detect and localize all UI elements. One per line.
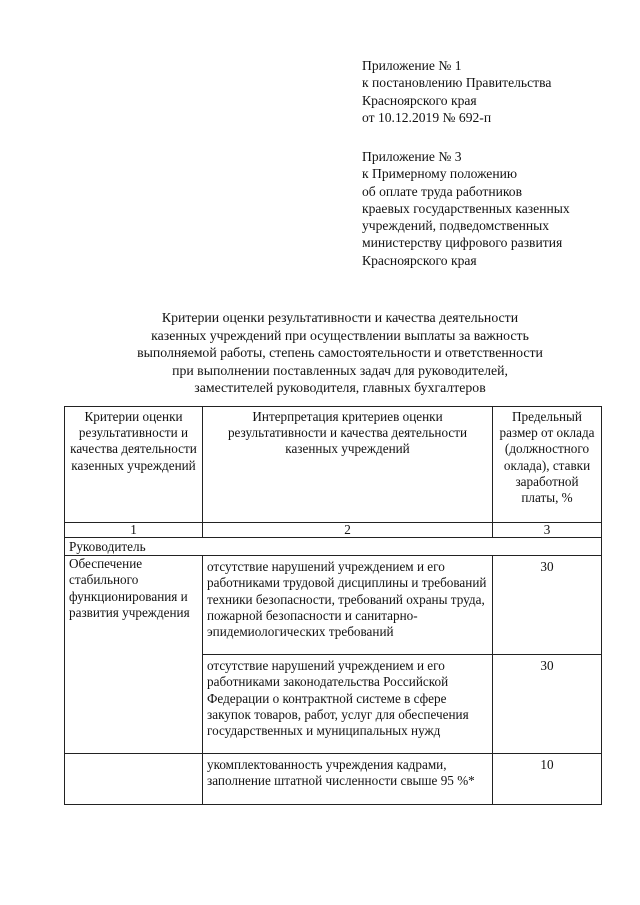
annex-3-line: Приложение № 3 bbox=[362, 149, 462, 164]
annex-1-line: Приложение № 1 bbox=[362, 58, 462, 73]
limit-value-cell: 30 bbox=[493, 556, 602, 655]
section-heading: Руководитель bbox=[65, 538, 602, 556]
annex-1-block bbox=[362, 57, 551, 126]
annex-1-line: к постановлению Правительства bbox=[362, 75, 552, 91]
annex-3-line: министерству цифрового развития bbox=[362, 235, 563, 251]
criterion-cell-empty bbox=[65, 754, 203, 805]
annex-3-line: об оплате труда работников bbox=[362, 183, 523, 199]
table-row bbox=[65, 556, 602, 655]
column-number: 3 bbox=[493, 523, 602, 538]
title-line: при выполнении поставленных задач для руководителей, bbox=[172, 362, 508, 378]
criterion-cell: Обеспечение стабильного функционирования и развития учреждения bbox=[65, 556, 203, 754]
title-line: выполняемой работы, степень самостоятельности и ответственности bbox=[137, 345, 543, 361]
column-number: 2 bbox=[203, 523, 493, 538]
document-title bbox=[60, 309, 620, 397]
criteria-table bbox=[64, 406, 602, 805]
column-number-row bbox=[65, 523, 602, 538]
section-row bbox=[65, 538, 602, 556]
header-criteria: Критерии оценки результативности и качества деятельности казенных учреждений bbox=[65, 407, 203, 523]
interpretation-cell: отсутствие нарушений учреждением и его работниками законодательства Российской Федерации о контрактной системе в сфере закупок товаров, работ, услуг для обеспечения государственных и муниципальных нужд bbox=[203, 655, 493, 754]
annex-3-line: к Примерному положению bbox=[362, 166, 518, 182]
title-line: Критерии оценки результативности и качества деятельности bbox=[161, 310, 519, 325]
header-limit: Предельный размер от оклада (должностного оклада), ставки заработной платы, % bbox=[493, 407, 602, 523]
annex-1-line: Красноярского края bbox=[362, 92, 477, 108]
annex-1-line: от 10.12.2019 № 692-п bbox=[362, 109, 492, 125]
title-line: заместителей руководителя, главных бухгалтеров bbox=[194, 380, 486, 396]
column-number: 1 bbox=[65, 523, 203, 538]
table-row bbox=[65, 754, 602, 805]
annex-3-block bbox=[362, 148, 570, 269]
limit-value-cell: 30 bbox=[493, 655, 602, 754]
annex-3-line: Красноярского края bbox=[362, 252, 477, 268]
interpretation-cell: отсутствие нарушений учреждением и его работниками трудовой дисциплины и требований техники безопасности, требований охраны труда, пожарной безопасности и санитарно-эпидемиологических требований bbox=[203, 556, 493, 655]
interpretation-cell: укомплектованность учреждения кадрами, заполнение штатной численности свыше 95 %* bbox=[203, 754, 493, 805]
annex-3-line: краевых государственных казенных bbox=[362, 200, 570, 216]
header-interpretation: Интерпретация критериев оценки результативности и качества деятельности казенных учреждений bbox=[203, 407, 493, 523]
limit-value-cell: 10 bbox=[493, 754, 602, 805]
annex-3-line: учреждений, подведомственных bbox=[362, 218, 550, 234]
title-line: казенных учреждений при осуществлении выплаты за важность bbox=[151, 327, 529, 343]
header-row bbox=[65, 407, 602, 523]
